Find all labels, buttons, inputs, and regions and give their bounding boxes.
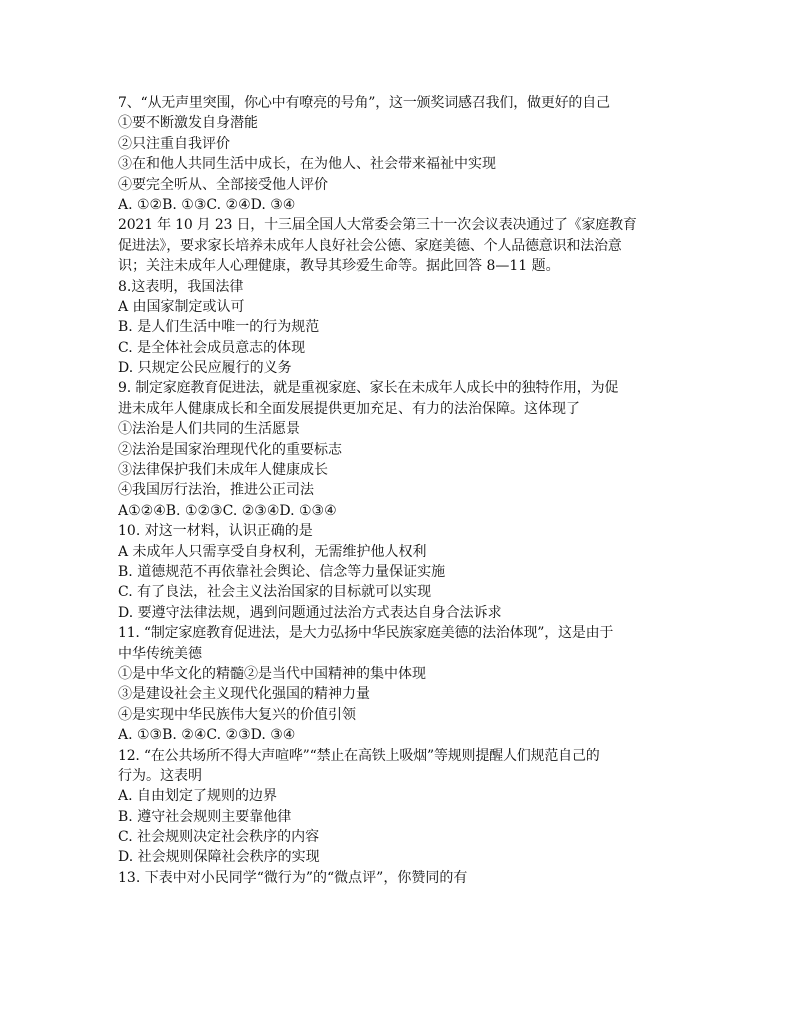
question-10-choice-d: D. 要遵守法律法规，遇到问题通过法治方式表达自身合法诉求 bbox=[118, 604, 502, 621]
question-9-option-2: ②法治是国家治理现代化的重要标志 bbox=[118, 441, 342, 458]
question-8-choice-a: A 由国家制定或认可 bbox=[118, 298, 245, 315]
question-9-choices: A①②④B. ①②③C. ②③④D. ①③④ bbox=[118, 502, 337, 519]
question-9-option-1: ①法治是人们共同的生活愿景 bbox=[118, 421, 300, 438]
question-7-option-4: ④要完全听从、全部接受他人评价 bbox=[118, 176, 328, 193]
question-11-stem-line-1: 11. “制定家庭教育促进法，是大力弘扬中华民族家庭美德的法治体现”，这是由于 bbox=[118, 625, 614, 642]
question-9-stem-line-2: 进未成年人健康成长和全面发展提供更加充足、有力的法治保障。这体现了 bbox=[118, 400, 580, 417]
question-9-option-4: ④我国厉行法治，推进公正司法 bbox=[118, 482, 314, 499]
material-line-3: 识；关注未成年人心理健康，教导其珍爱生命等。据此回答 8—11 题。 bbox=[118, 258, 560, 275]
question-10-stem: 10. 对这一材料，认识正确的是 bbox=[118, 523, 313, 540]
material-line-2: 促进法》，要求家长培养未成年人良好社会公德、家庭美德、个人品德意识和法治意 bbox=[118, 237, 622, 254]
question-7-option-2: ②只注重自我评价 bbox=[118, 135, 230, 152]
question-9-stem-line-1: 9. 制定家庭教育促进法，就是重视家庭、家长在未成年人成长中的独特作用，为促 bbox=[118, 380, 619, 397]
question-10-choice-b: B. 道德规范不再依靠社会舆论、信念等力量保证实施 bbox=[118, 563, 446, 580]
question-11-option-1-2: ①是中华文化的精髓②是当代中国精神的集中体现 bbox=[118, 665, 426, 682]
question-10-choice-c: C. 有了良法，社会主义法治国家的目标就可以实现 bbox=[118, 584, 432, 601]
question-12-choice-b: B. 遵守社会规则主要靠他律 bbox=[118, 808, 292, 825]
question-7-stem: 7、“从无声里突围，你心中有嘹亮的号角”，这一颁奖词感召我们，做更好的自己 bbox=[118, 95, 610, 111]
question-13-stem: 13. 下表中对小民同学“微行为”的“微点评”，你赞同的有 bbox=[118, 869, 468, 886]
question-11-option-3: ③是建设社会主义现代化强国的精神力量 bbox=[118, 686, 370, 703]
question-8-choice-b: B. 是人们生活中唯一的行为规范 bbox=[118, 319, 320, 336]
question-12-stem-line-2: 行为。这表明 bbox=[118, 767, 202, 784]
question-8-choice-d: D. 只规定公民应履行的义务 bbox=[118, 360, 292, 377]
question-7-option-3: ③在和他人共同生活中成长，在为他人、社会带来福祉中实现 bbox=[118, 156, 496, 173]
question-12-choice-d: D. 社会规则保障社会秩序的实现 bbox=[118, 849, 320, 866]
question-8-stem: 8.这表明，我国法律 bbox=[118, 278, 244, 295]
question-11-choices: A. ①③B. ②④C. ②③D. ③④ bbox=[118, 727, 296, 744]
question-12-choice-c: C. 社会规则决定社会秩序的内容 bbox=[118, 829, 320, 846]
question-10-choice-a: A 未成年人只需享受自身权利，无需维护他人权利 bbox=[118, 543, 427, 560]
question-12-stem-line-1: 12. “在公共场所不得大声喧哗”“禁止在高铁上吸烟”等规则提醒人们规范自己的 bbox=[118, 747, 600, 764]
question-9-option-3: ③法律保护我们未成年人健康成长 bbox=[118, 462, 328, 479]
document-body bbox=[118, 93, 684, 888]
question-8-choice-c: C. 是全体社会成员意志的体现 bbox=[118, 339, 306, 356]
question-12-choice-a: A. 自由划定了规则的边界 bbox=[118, 788, 278, 805]
question-11-option-4: ④是实现中华民族伟大复兴的价值引领 bbox=[118, 706, 356, 723]
question-7-option-1: ①要不断激发自身潜能 bbox=[118, 115, 258, 132]
question-11-stem-line-2: 中华传统美德 bbox=[118, 645, 202, 662]
material-line-1: 2021 年 10 月 23 日，十三届全国人大常委会第三十一次会议表决通过了《家庭教育 bbox=[118, 217, 637, 234]
question-7-choices: A. ①②B. ①③C. ②④D. ③④ bbox=[118, 196, 296, 213]
